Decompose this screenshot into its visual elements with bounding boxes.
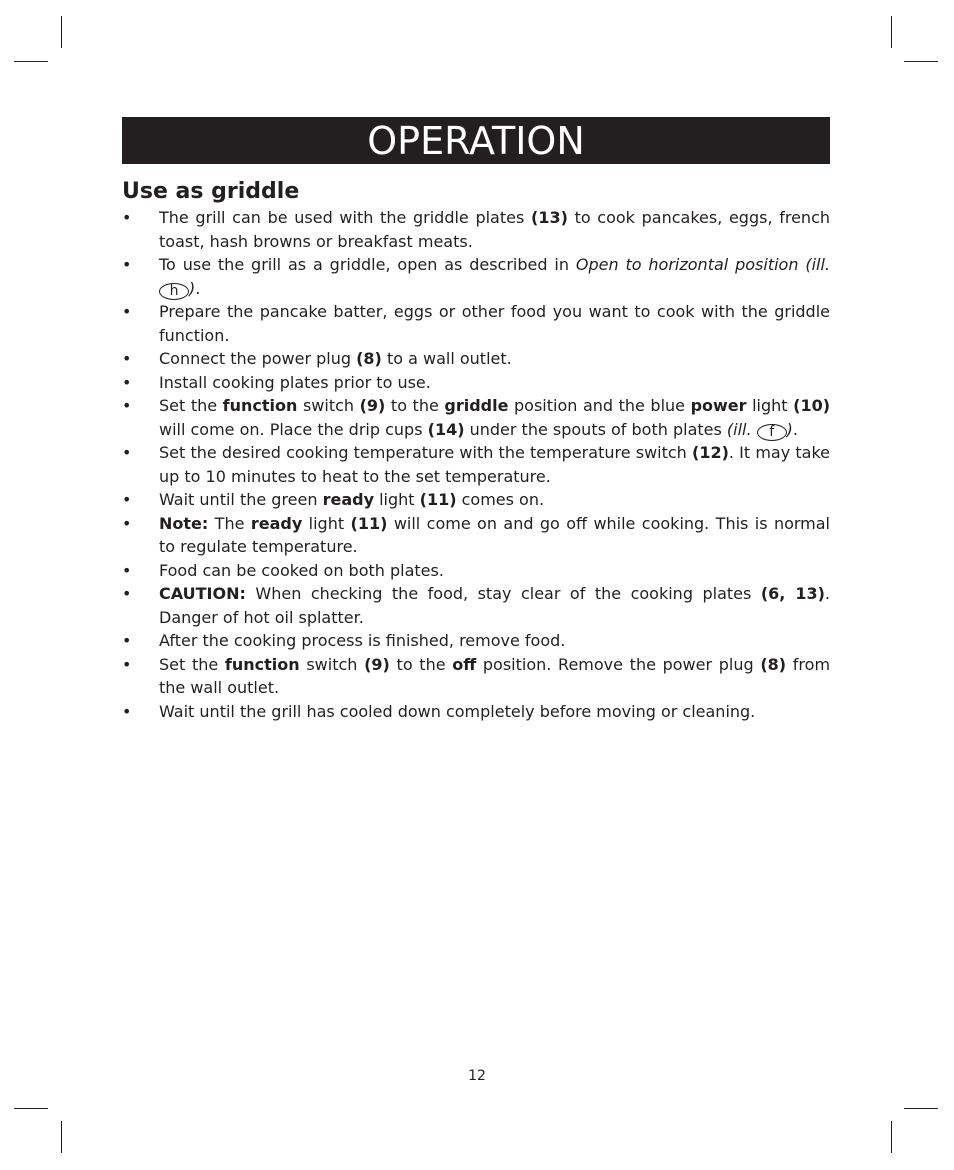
crop-mark xyxy=(891,1121,892,1153)
list-item: • The grill can be used with the griddle plates (13) to cook pancakes, eggs, french toast, hash browns or breakfast meats. xyxy=(122,206,830,253)
list-item: • Install cooking plates prior to use. xyxy=(122,371,830,395)
crop-mark xyxy=(61,1121,62,1153)
list-item: • Note: The ready light (11) will come on and go off while cooking. This is normal to regulate temperature. xyxy=(122,512,830,559)
illustration-reference-icon: f xyxy=(757,424,787,441)
page-title: OPERATION xyxy=(367,118,585,163)
list-item: • Set the function switch (9) to the off position. Remove the power plug (8) from the wall outlet. xyxy=(122,653,830,700)
section-title: Use as griddle xyxy=(122,179,300,204)
section-banner xyxy=(122,117,830,164)
list-item: • Food can be cooked on both plates. xyxy=(122,559,830,583)
crop-mark xyxy=(14,1108,48,1109)
list-item: • Set the desired cooking temperature with the temperature switch (12). It may take up to 10 minutes to heat to the set temperature. xyxy=(122,441,830,488)
crop-mark xyxy=(891,16,892,48)
list-item: • To use the grill as a griddle, open as described in Open to horizontal position (ill. h ). xyxy=(122,253,830,300)
crop-mark xyxy=(61,16,62,48)
crop-mark xyxy=(904,1108,938,1109)
list-item: • Set the function switch (9) to the griddle position and the blue power light (10) will come on. Place the drip cups (14) under the spouts of both plates (ill. f ). xyxy=(122,394,830,441)
list-item: • Connect the power plug (8) to a wall outlet. xyxy=(122,347,830,371)
list-item: • After the cooking process is finished, remove food. xyxy=(122,629,830,653)
instruction-list xyxy=(122,206,830,723)
crop-mark xyxy=(904,61,938,62)
illustration-reference-icon: h xyxy=(159,283,189,300)
list-item: • Prepare the pancake batter, eggs or other food you want to cook with the griddle function. xyxy=(122,300,830,347)
page-number: 12 xyxy=(468,1068,486,1084)
crop-mark xyxy=(14,61,48,62)
list-item: • Wait until the grill has cooled down completely before moving or cleaning. xyxy=(122,700,830,724)
list-item: • Wait until the green ready light (11) comes on. xyxy=(122,488,830,512)
list-item: • CAUTION: When checking the food, stay clear of the cooking plates (6, 13). Danger of hot oil splatter. xyxy=(122,582,830,629)
